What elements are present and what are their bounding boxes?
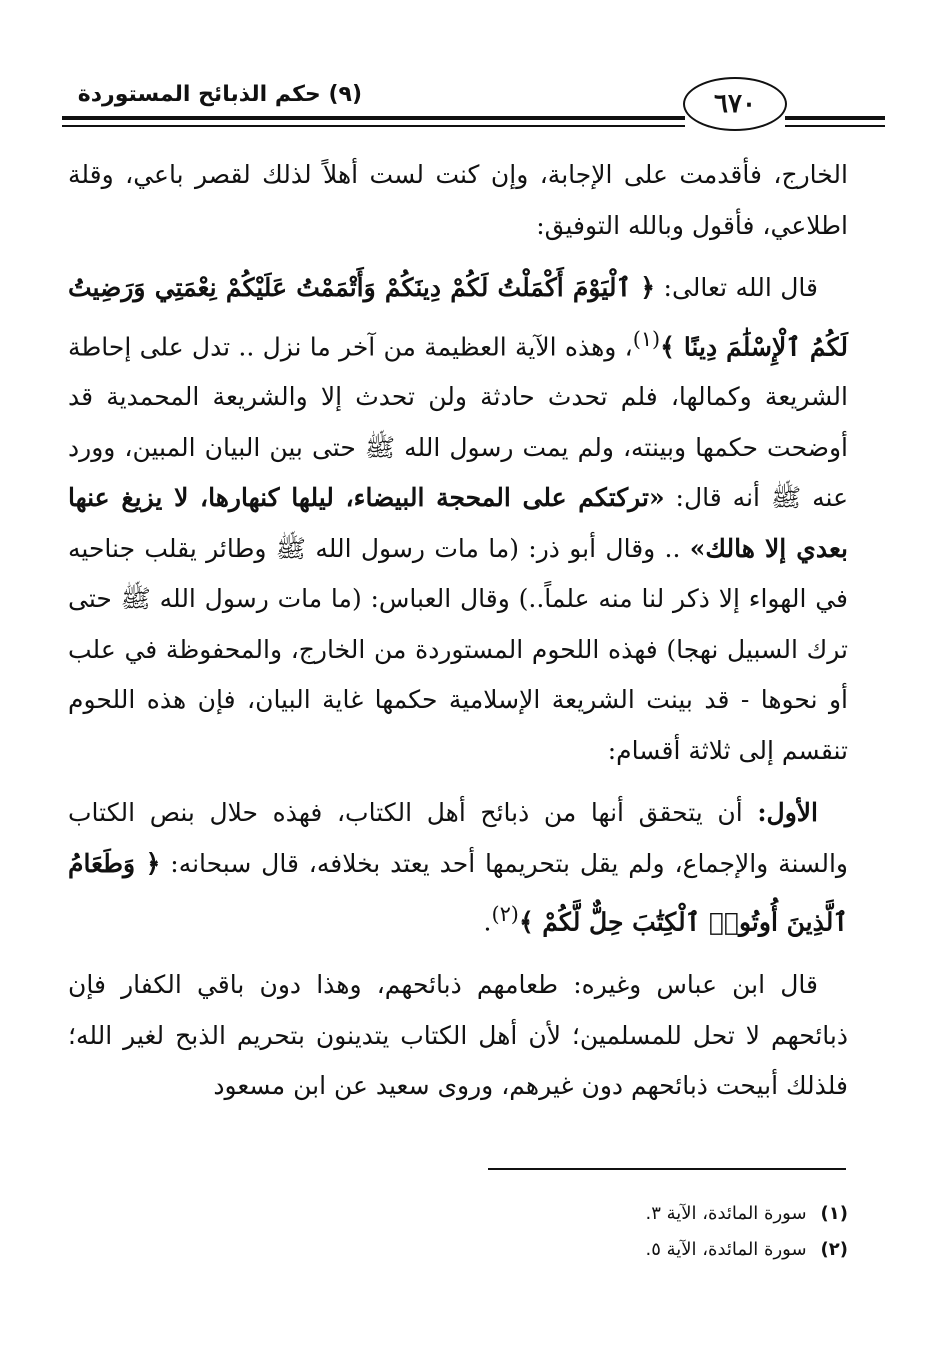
footnote-text: سورة المائدة، الآية ٥.	[645, 1239, 807, 1260]
paragraph-1: الخارج، فأقدمت على الإجابة، وإن كنت لست أهلاً لذلك لقصر باعي، وقلة اطلاعي، فأقول وبالله التوفيق:	[68, 160, 848, 240]
footnote-number: (١)	[820, 1203, 848, 1224]
page-number-text: ٦٧٠	[714, 89, 756, 119]
paragraph-3-text: أن يتحقق أنها من ذبائح أهل الكتاب، فهذه حلال بنص الكتاب والسنة والإجماع، ولم يقل بتحريمها أحد يعتد بخلافه، قال سبحانه:	[68, 798, 848, 878]
footnotes	[400, 1196, 848, 1268]
header-rule-thin	[62, 125, 685, 127]
footnote-ref-2: (٢)	[491, 902, 519, 927]
section-lead-first: الأول:	[757, 798, 818, 828]
page-body	[68, 150, 848, 1112]
page-header	[0, 0, 947, 130]
footnote-separator	[488, 1168, 846, 1170]
footnote-number: (٢)	[820, 1239, 848, 1260]
footnote-ref-1: (١)	[632, 326, 661, 351]
header-rule-right	[785, 116, 885, 120]
quran-verse-2: ﴿ وَطَعَامُ ٱلَّذِينَ أُوتُوا۟ ٱلْكِتَٰبَ حِلٌّ لَّكُمْ ﴾	[68, 848, 848, 937]
hadith-quote: «تركتكم على المحجة البيضاء، ليلها كنهارها، لا يزيغ عنها بعدي إلا هالك»	[68, 483, 849, 563]
paragraph-4: قال ابن عباس وغيره: طعامهم ذبائحهم، وهذا دون باقي الكفار فإن ذبائحهم لا تحل للمسلمين؛ لأن أهل الكتاب يتدينون بتحريم الذبح لغير الله؛ فلذلك أبيحت ذبائحهم دون غيرهم، وروى سعيد عن ابن مسعود	[68, 970, 848, 1101]
header-rule	[62, 116, 685, 120]
paragraph-3	[68, 788, 848, 948]
running-title: (٩) حكم الذبائح المستوردة	[77, 82, 362, 107]
quran-verse-1: ﴿ ٱلْيَوْمَ أَكْمَلْتُ لَكُمْ دِينَكُمْ وَأَتْمَمْتُ عَلَيْكُمْ نِعْمَتِي وَرَضِيتُ لَكُمُ ٱلْإِسْلَٰمَ دِينًا ﴾	[68, 273, 848, 361]
header-rule-right-thin	[785, 125, 885, 127]
paragraph-2-text-b: .. وقال أبو ذر: (ما مات رسول الله ﷺ وطائر يقلب جناحيه في الهواء إلا ذكر لنا منه علماً..) وقال العباس: (ما مات رسول الله ﷺ حتى ترك السبيل نهجا) فهذه اللحوم المستوردة من الخارج، والمحفوظة في علب أو نحوها - قد بينت الشريعة الإسلامية حكمها غاية البيان، فإن هذه اللحوم تنقسم إلى ثلاثة أقسام:	[68, 533, 848, 765]
paragraph-2-intro: قال الله تعالى:	[655, 273, 818, 302]
paragraph-2	[68, 263, 848, 776]
paragraph-3-end: .	[483, 907, 492, 937]
footnote-text: سورة المائدة، الآية ٣.	[645, 1203, 807, 1224]
paragraph-2-text-a: ، وهذه الآية العظيمة من آخر ما نزل .. تدل على إحاطة الشريعة وكمالها، فلم تحدث حادثة ولن تحدث إلا والشريعة المحمدية قد أوضحت حكمها وبينته، ولم يمت رسول الله ﷺ حتى بين البيان المبين، وورد عنه ﷺ أنه قال:	[68, 331, 848, 513]
footnote-1	[400, 1196, 848, 1232]
page-number	[683, 77, 787, 131]
footnote-2	[400, 1232, 848, 1268]
